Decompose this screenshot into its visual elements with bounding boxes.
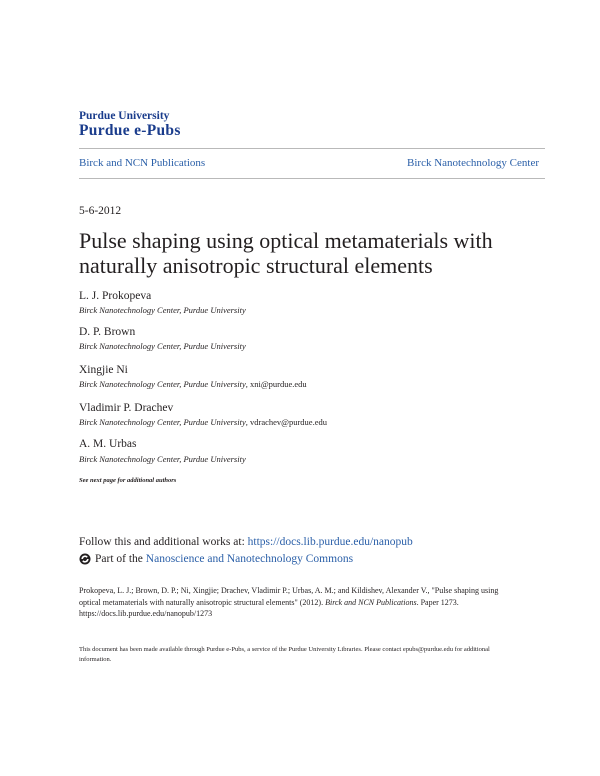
series-link-birck-center[interactable]: Birck Nanotechnology Center bbox=[407, 157, 539, 169]
discipline-link[interactable]: Nanoscience and Nanotechnology Commons bbox=[145, 553, 354, 565]
author-affiliation: Birck Nanotechnology Center, Purdue University bbox=[79, 305, 246, 315]
author-name: D. P. Brown bbox=[79, 326, 136, 338]
author-affiliation: Birck Nanotechnology Center, Purdue University, xni@purdue.edu bbox=[79, 379, 307, 389]
repository-name[interactable]: Purdue e-Pubs bbox=[79, 122, 181, 139]
part-of-line: Part of the Nanoscience and Nanotechnology Commons bbox=[79, 553, 353, 565]
see-next-note: See next page for additional authors bbox=[79, 477, 177, 484]
series-link-birck-ncn[interactable]: Birck and NCN Publications bbox=[79, 157, 206, 169]
author-email[interactable]: , xni@purdue.edu bbox=[245, 379, 307, 389]
citation: Prokopeva, L. J.; Brown, D. P.; Ni, Xingjie; Drachev, Vladimir P.; Urbas, A. M.; and Kildishev, Alexander V., "Pulse shaping using optical metamaterials with naturally anisotropic structural elements" (2012). Birck and NCN Publications. Paper 1273. https://docs.lib.purdue.edu/nanopub/1273 bbox=[79, 586, 499, 618]
repository-url-link[interactable]: https://docs.lib.purdue.edu/nanopub bbox=[247, 536, 413, 548]
author-affiliation: Birck Nanotechnology Center, Purdue University bbox=[79, 454, 246, 464]
paper-title: Pulse shaping using optical metamaterials with naturally anisotropic structural elements bbox=[79, 228, 493, 278]
author-name: Vladimir P. Drachev bbox=[79, 402, 174, 414]
divider-bottom bbox=[79, 178, 545, 179]
author-name: Xingjie Ni bbox=[79, 364, 128, 376]
follow-line: Follow this and additional works at: https://docs.lib.purdue.edu/nanopub bbox=[79, 536, 413, 548]
author-name: A. M. Urbas bbox=[79, 438, 137, 450]
publication-date: 5-6-2012 bbox=[79, 205, 122, 217]
author-affiliation: Birck Nanotechnology Center, Purdue University bbox=[79, 341, 246, 351]
footer-notice: This document has been made available through Purdue e-Pubs, a service of the Purdue University Libraries. Please contact epubs@purdue.edu for additional information. bbox=[79, 646, 490, 663]
author-email[interactable]: , vdrachev@purdue.edu bbox=[245, 417, 327, 427]
creative-commons-icon bbox=[79, 553, 91, 565]
university-name: Purdue University bbox=[79, 110, 170, 122]
citation-url[interactable]: https://docs.lib.purdue.edu/nanopub/1273 bbox=[79, 609, 213, 618]
author-affiliation: Birck Nanotechnology Center, Purdue University, vdrachev@purdue.edu bbox=[79, 417, 327, 427]
divider-top bbox=[79, 148, 545, 149]
author-name: L. J. Prokopeva bbox=[79, 290, 152, 302]
